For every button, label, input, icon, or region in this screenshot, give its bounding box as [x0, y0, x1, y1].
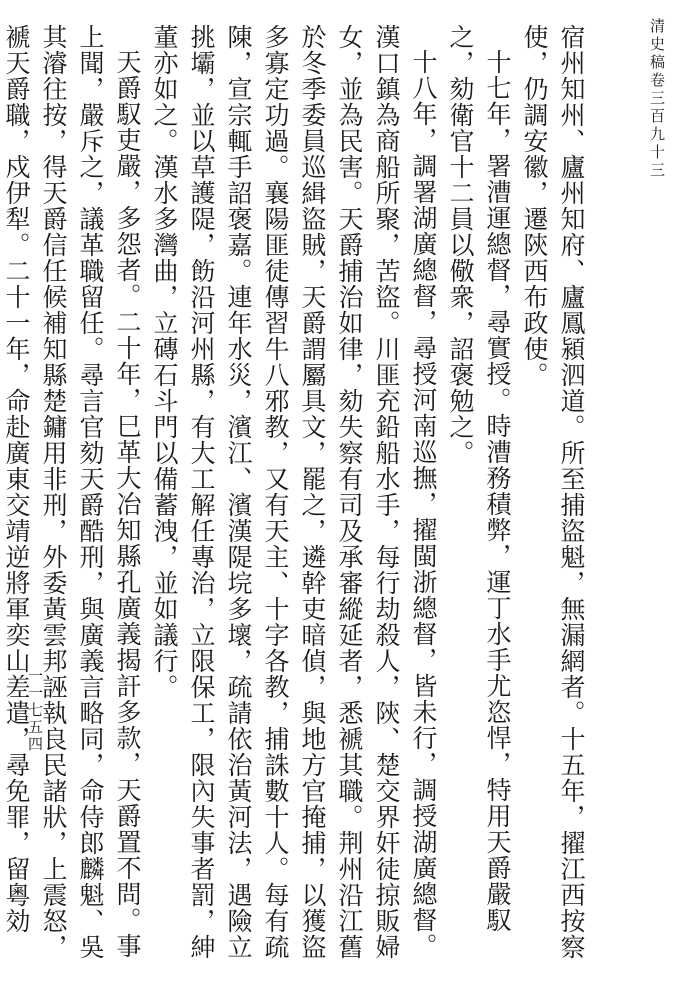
running-header: 清史稿卷三百九十三	[648, 18, 666, 180]
page-number: 一一七五四	[26, 668, 44, 753]
paragraph: 十七年，署漕運總督，尋實授。時漕務積弊，運丁水手尤恣悍，特用天爵嚴馭之，劾衛官十二員以儆衆，詔褒勉之。	[446, 24, 512, 933]
body-text	[2, 24, 590, 964]
paragraph: 天爵馭吏嚴，多怨者。二十年，巳革大冶知縣孔廣義揭訐多款，天爵置不問。事上聞，嚴斥之，議革職留任。尋言官劾天爵酷刑，與廣義言略同，命侍郎麟魁、吳其濬往按，得天爵信任候補知縣楚鏞用非刑，外委黃雲邦誣執良民諸狀，上震怒，褫天爵職，戍伊犁。二十一年，命赴廣東交靖逆將軍奕山差遣，尋免罪，留粵効	[2, 24, 142, 960]
paragraph: 十八年，調署湖廣總督，尋授河南巡撫，擢閩浙總督，皆未行，調授湖廣總督。漢口鎮為商船所聚，苦盜。川匪充鉛船水手，每行劫殺人，陝、楚交界奸徒掠販婦女，並為民害。天爵捕治如律，劾失察有司及承審縱延者，悉褫其職。荆州沿江舊於冬季委員巡緝盜賊，天爵謂屬具文，罷之，遴幹吏暗偵，與地方官掩捕，以獲盜多寡定功過。襄陽匪徒傳習牛八邪教，又有天主、十字各教，捕誅數十人。每有疏陳，宣宗輒手詔褒嘉。連年水災，濱江、濱漢隄垸多壞，疏請依治黃河法，遇險立挑壩，並以草護隄，飭沿河州縣，有大工解任專治，立限保工，限內失事者罰，紳董亦如之。漢水多灣曲，立磚石斗門以備蓄洩，並如議行。	[150, 24, 438, 960]
paragraph: 宿州知州、廬州知府、廬鳳潁泗道。所至捕盜魁，無漏網者。十五年，擢江西按察使，仍調安徽，遷陝西布政使。	[520, 24, 586, 960]
